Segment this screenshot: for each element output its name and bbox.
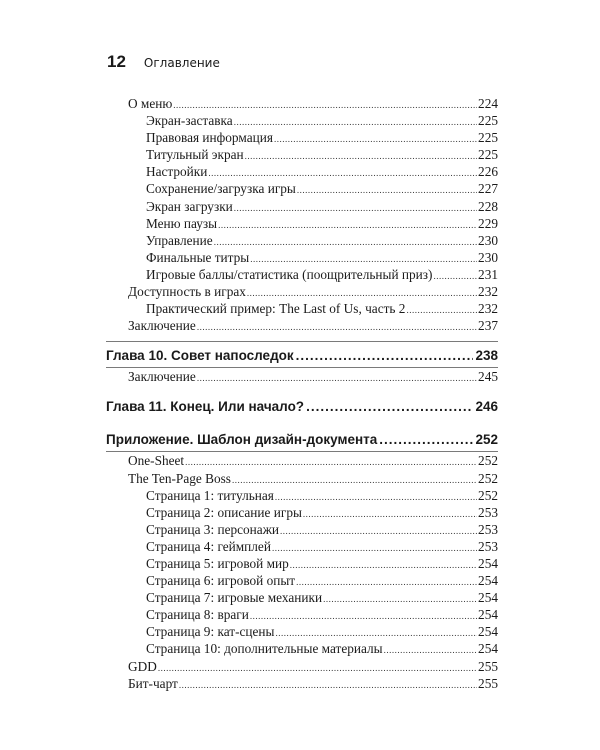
toc-entry[interactable] bbox=[128, 453, 498, 470]
toc-entry[interactable] bbox=[128, 199, 498, 216]
dot-leader bbox=[433, 268, 477, 284]
chapter-10-heading[interactable] bbox=[106, 348, 498, 363]
toc-entry[interactable] bbox=[128, 96, 498, 113]
toc-entry-title: Страница 3: персонажи bbox=[146, 521, 279, 537]
appendix-page: 252 bbox=[475, 432, 498, 448]
chapter-title: Глава 10. Совет напоследок bbox=[106, 348, 294, 364]
toc-entry-title: Страница 5: игровой мир bbox=[146, 555, 289, 571]
toc-entry-page: 228 bbox=[478, 198, 498, 214]
toc-entry-title: Меню паузы bbox=[146, 215, 218, 231]
dot-leader bbox=[250, 608, 477, 624]
toc-entry-title: Заключение bbox=[128, 369, 196, 385]
toc-entry-page: 252 bbox=[478, 487, 498, 503]
toc-entry-page: 229 bbox=[478, 215, 498, 231]
dot-leader bbox=[280, 523, 477, 539]
toc-entry-page: 254 bbox=[478, 624, 498, 640]
toc-entry[interactable] bbox=[128, 556, 498, 573]
toc-entry[interactable] bbox=[128, 573, 498, 590]
toc-entry-page: 253 bbox=[478, 504, 498, 520]
toc-entry-title: Страница 9: кат-сцены bbox=[146, 624, 275, 640]
toc-entry[interactable] bbox=[128, 369, 498, 386]
toc-entry-page: 254 bbox=[478, 573, 498, 589]
toc-entry-page: 225 bbox=[478, 130, 498, 146]
toc-entry-page: 254 bbox=[478, 607, 498, 623]
chapter-page: 246 bbox=[475, 399, 498, 415]
toc-entry-page: 255 bbox=[478, 658, 498, 674]
toc-entry-title: Сохранение/загрузка игры bbox=[146, 181, 296, 197]
toc-entry-page: 224 bbox=[478, 96, 498, 111]
toc-entry-page: 225 bbox=[478, 147, 498, 163]
divider bbox=[106, 451, 498, 452]
appendix-heading[interactable] bbox=[106, 432, 498, 447]
toc-entry-title: Страница 6: игровой опыт bbox=[146, 573, 296, 589]
toc-entry-page: 237 bbox=[478, 318, 498, 334]
toc-entry-title: Заключение bbox=[128, 318, 196, 334]
toc-entry-page: 231 bbox=[478, 266, 498, 282]
toc-entry[interactable] bbox=[128, 607, 498, 624]
dot-leader bbox=[173, 97, 477, 113]
toc-entry-title: Страница 7: игровые механики bbox=[146, 590, 323, 606]
toc-entry[interactable] bbox=[128, 590, 498, 607]
toc-entry[interactable] bbox=[128, 471, 498, 488]
toc-entry[interactable] bbox=[128, 505, 498, 522]
toc-entry-title: Страница 4: геймплей bbox=[146, 538, 271, 554]
toc-entry-title: О меню bbox=[128, 96, 173, 111]
dot-leader bbox=[234, 200, 477, 216]
toc-entry-title: Доступность в играх bbox=[128, 284, 246, 300]
toc-entry[interactable] bbox=[128, 522, 498, 539]
toc-entry-page: 226 bbox=[478, 164, 498, 180]
chapter-title: Глава 11. Конец. Или начало? bbox=[106, 399, 305, 415]
toc-entry-title: Страница 8: враги bbox=[146, 607, 249, 623]
toc-entry-page: 255 bbox=[478, 675, 498, 691]
toc-entry-page: 232 bbox=[478, 284, 498, 300]
dot-leader bbox=[323, 591, 477, 607]
appendix-title: Приложение. Шаблон дизайн-документа bbox=[106, 432, 378, 448]
dot-leader bbox=[275, 625, 477, 641]
dot-leader bbox=[384, 642, 477, 658]
dot-leader bbox=[296, 574, 477, 590]
dot-leader bbox=[297, 182, 477, 198]
page-number: 12 bbox=[107, 52, 126, 71]
toc-entry[interactable] bbox=[128, 284, 498, 301]
dot-leader bbox=[197, 319, 477, 335]
toc-entry[interactable] bbox=[128, 267, 498, 284]
toc-block-1 bbox=[128, 96, 498, 335]
toc-entry-title: Бит-чарт bbox=[128, 675, 178, 691]
toc-entry[interactable] bbox=[128, 488, 498, 505]
toc-entry-page: 230 bbox=[478, 232, 498, 248]
toc-entry-page: 254 bbox=[478, 555, 498, 571]
toc-entry[interactable] bbox=[128, 113, 498, 130]
toc-entry-title: GDD bbox=[128, 658, 157, 674]
toc-entry[interactable] bbox=[128, 676, 498, 693]
divider bbox=[106, 341, 498, 342]
toc-entry-page: 253 bbox=[478, 521, 498, 537]
dot-leader bbox=[185, 454, 477, 470]
toc-entry[interactable] bbox=[128, 233, 498, 250]
toc-entry[interactable] bbox=[128, 216, 498, 233]
chapter-11-heading[interactable] bbox=[106, 399, 498, 414]
toc-entry-page: 254 bbox=[478, 590, 498, 606]
toc-entry-title: Настройки bbox=[146, 164, 208, 180]
toc-entry-title: Страница 10: дополнительные материалы bbox=[146, 641, 383, 657]
toc-entry[interactable] bbox=[128, 301, 498, 318]
toc-entry-title: Финальные титры bbox=[146, 249, 250, 265]
dot-leader bbox=[214, 234, 477, 250]
toc-block-2 bbox=[128, 369, 498, 386]
dot-leader bbox=[245, 148, 477, 164]
toc-entry-page: 245 bbox=[478, 369, 498, 385]
dot-leader bbox=[306, 399, 473, 414]
toc-block-3 bbox=[128, 453, 498, 692]
dot-leader bbox=[303, 506, 477, 522]
toc-entry[interactable] bbox=[128, 624, 498, 641]
dot-leader bbox=[234, 114, 477, 130]
toc-entry-title: Страница 2: описание игры bbox=[146, 504, 302, 520]
toc-entry[interactable] bbox=[128, 318, 498, 335]
toc-entry-title: Игровые баллы/статистика (поощрительный приз) bbox=[146, 266, 433, 282]
dot-leader bbox=[406, 302, 477, 318]
toc-entry-page: 252 bbox=[478, 453, 498, 469]
dot-leader bbox=[232, 472, 477, 488]
toc-entry-page: 232 bbox=[478, 301, 498, 317]
dot-leader bbox=[218, 217, 477, 233]
toc-entry-title: Экран-заставка bbox=[146, 113, 233, 129]
dot-leader bbox=[379, 432, 473, 447]
dot-leader bbox=[290, 557, 477, 573]
chapter-page: 238 bbox=[475, 348, 498, 364]
toc-entry-page: 225 bbox=[478, 113, 498, 129]
toc-entry[interactable] bbox=[128, 539, 498, 556]
dot-leader bbox=[179, 677, 477, 693]
toc-entry-page: 253 bbox=[478, 538, 498, 554]
dot-leader bbox=[208, 165, 477, 181]
dot-leader bbox=[250, 251, 477, 267]
dot-leader bbox=[274, 131, 477, 147]
table-of-contents bbox=[106, 96, 498, 693]
toc-entry[interactable] bbox=[128, 250, 498, 267]
toc-entry[interactable] bbox=[128, 659, 498, 676]
toc-entry-page: 252 bbox=[478, 470, 498, 486]
toc-entry[interactable] bbox=[128, 164, 498, 181]
toc-entry-title: Страница 1: титульная bbox=[146, 487, 274, 503]
toc-entry-title: Практический пример: The Last of Us, часть 2 bbox=[146, 301, 406, 317]
toc-entry[interactable] bbox=[128, 147, 498, 164]
divider bbox=[106, 367, 498, 368]
dot-leader bbox=[272, 540, 477, 556]
toc-entry[interactable] bbox=[128, 130, 498, 147]
toc-entry-page: 227 bbox=[478, 181, 498, 197]
toc-entry-title: Правовая информация bbox=[146, 130, 273, 146]
running-title: Оглавление bbox=[143, 56, 220, 70]
toc-entry-title: Экран загрузки bbox=[146, 198, 233, 214]
toc-entry[interactable] bbox=[128, 181, 498, 198]
toc-entry-title: Управление bbox=[146, 232, 213, 248]
page-header bbox=[107, 52, 220, 72]
toc-entry-title: One-Sheet bbox=[128, 453, 185, 469]
dot-leader bbox=[296, 348, 474, 363]
toc-entry-title: Титульный экран bbox=[146, 147, 244, 163]
dot-leader bbox=[158, 660, 477, 676]
toc-entry[interactable] bbox=[128, 641, 498, 658]
dot-leader bbox=[197, 370, 477, 386]
dot-leader bbox=[247, 285, 477, 301]
toc-entry-title: The Ten-Page Boss bbox=[128, 470, 231, 486]
toc-entry-page: 254 bbox=[478, 641, 498, 657]
dot-leader bbox=[275, 489, 477, 505]
toc-entry-page: 230 bbox=[478, 249, 498, 265]
